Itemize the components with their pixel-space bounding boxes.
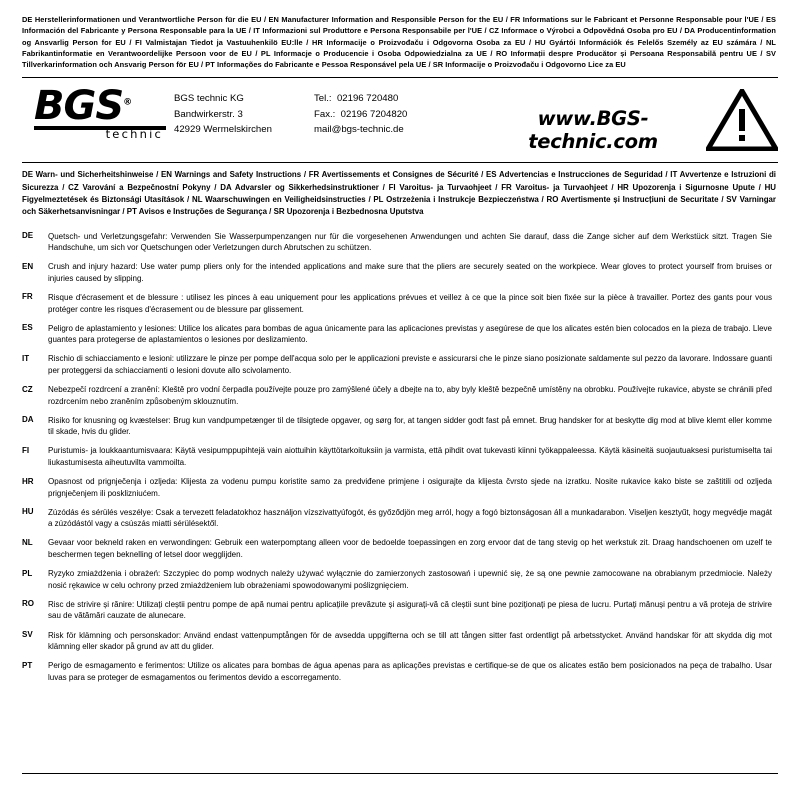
language-code: ES — [22, 323, 33, 333]
language-text: Nebezpečí rozdrcení a zranění: Kleště pro vodní čerpadla používejte pouze pro zamýšlené účely a dbejte na to, aby byly kleště bezpečně umístěny na obrobku. Používejte rukavice, abyste se chránili před rozdrcením nebo zraněním způsobeným sklouznutím. — [48, 385, 772, 406]
safety-titles-block: DE Warn- und Sicherheitshinweise / EN Warnings and Safety Instructions / FR Avertissements et Consignes de Sécurité / ES Advertencias e Instrucciones de Seguridad / IT Avvertenze e Istruzioni di Sicurezza / CZ Varování a Bezpečnostní Pokyny / DA Advarsler og Sikkerhedsinstruktioner / FI Varoitus- ja Turvaohjeet / FR Varoitus- ja Turvaohjeet / HR Upozorenja i Sigurnosne Upute / HU Figyelmeztetések és Biztonsági Utasítások / NL Waarschuwingen en Veiligheidsinstructies / PL Ostrzeżenia i Instrukcje Bezpieczeństwa / RO Avertismente și Instrucțiuni de Securitate / SV Varningar och Säkerhetsanvisningar / PT Avisos e Instruções de Segurança / SR Upozorenja i Bezbednosna Uputstva — [22, 170, 776, 217]
language-code: HR — [22, 476, 34, 486]
website-url: www.BGS-technic.com — [528, 107, 658, 154]
language-text: Risc de strivire și rănire: Utilizați cleștii pentru pompe de apă numai pentru aplicațiile prevăzute și asigurați-vă că cleștii sunt bine poziționați pe piesa de lucru. Purtați mănuși pentru a vă proteja de strivire sau de vătămări cauzate de alunecare. — [48, 599, 772, 621]
company-contact — [314, 87, 494, 138]
language-text: Puristumis- ja loukkaantumisvaara: Käytä vesipumppupihtejä vain aiottuihin käyttötarkoituksiin ja varmista, että pihdit ovat tukevasti kiinni työkappaleessa. Käytä käsineitä suojautuaksesi puristumiselta tai liukastumisesta aiheutuvilta vammoilta. — [48, 446, 772, 467]
fax-row — [314, 107, 494, 123]
company-address — [174, 87, 314, 138]
table-row — [22, 660, 778, 691]
logo-subtext: technic — [105, 127, 163, 142]
table-row — [22, 507, 778, 538]
safety-instructions-table — [22, 231, 778, 691]
table-row — [22, 599, 778, 630]
language-text: Risque d'écrasement et de blessure : utilisez les pinces à eau uniquement pour les applications prévues et veillez à ce que la pince soit bien fixée sur la pièce à travailler. Portez des gants pour vous protéger contre les risques d'écrasement ou de blessure par glissement. — [48, 292, 772, 314]
language-code: EN — [22, 261, 34, 271]
table-row — [22, 568, 778, 599]
language-code: PL — [22, 568, 33, 578]
website-container — [494, 87, 692, 153]
logo-wordmark — [34, 83, 166, 130]
language-text: Peligro de aplastamiento y lesiones: Utilice los alicates para bombas de agua únicamente para las aplicaciones previstas y asegúrese de que los alicates estén bien colocados en la pieza de trabajo. Lleve guantes para protegerse de aplastamientos o lesiones por deslizamiento. — [48, 323, 772, 345]
email-row — [314, 122, 494, 138]
language-text: Rischio di schiacciamento e lesioni: utilizzare le pinze per pompe dell'acqua solo per le applicazioni previste e assicurarsi che le pinze siano posizionate saldamente sul pezzo da lavorare. Indossare guanti per proteggersi da schiacciamenti o lesioni dovute allo scivolamento. — [48, 354, 772, 375]
brand-logo — [22, 83, 174, 142]
warning-symbol-container — [692, 87, 778, 151]
language-text: Gevaar voor bekneld raken en verwondingen: Gebruik een waterpomptang alleen voor de bedoelde toepassingen en zorg ervoor dat de tang stevig op het werkstuk zit. Draag handschoenen om uzelf te beschermen tegen beknelling of letsel door wegglijden. — [48, 538, 772, 560]
telephone-label: Tel.: — [314, 93, 332, 105]
table-row — [22, 292, 778, 323]
language-code: IT — [22, 353, 30, 363]
language-text: Crush and injury hazard: Use water pump pliers only for the intended applications and make sure that the pliers are securely seated on the workpiece. Wear gloves to protect yourself from bruises or injuries caused by slipping. — [48, 262, 772, 283]
company-name: BGS technic KG — [174, 93, 244, 105]
fax-label: Fax.: — [314, 108, 336, 120]
divider-bottom — [22, 773, 778, 774]
language-code: DA — [22, 415, 34, 425]
table-row — [22, 537, 778, 568]
language-text: Risk för klämning och personskador: Använd endast vattenpumptången för de avsedda uppgifterna och se till att tången sitter fast ordentligt på arbetsstycket. Använd handskar för att skydda dig mot klämning eller skador på grund av att du glider. — [48, 630, 772, 652]
language-text: Zúzódás és sérülés veszélye: Csak a tervezett feladatokhoz használjon vízszivattyúfogót, és győződjön meg arról, hogy a fogó biztonságosan áll a munkadarabon. Viseljen kesztyűt, hogy megvédje magát a zúzódástól vagy a csúszás miatti sérülésektől. — [48, 507, 772, 529]
company-header — [22, 78, 778, 155]
language-text: Risiko for knusning og kvæstelser: Brug kun vandpumpetænger til de tilsigtede opgaver, og sørg for, at tangen sidder godt fast på emnet. Brug handsker for at beskytte dig mod at blive klemt eller komme til skade, hvis du glider. — [48, 415, 772, 437]
logo-word-text: BGS — [34, 83, 124, 130]
language-code: CZ — [22, 384, 33, 394]
language-code: PT — [22, 660, 33, 670]
manufacturer-information-block: DE Herstellerinformationen und Verantwortliche Person für die EU / EN Manufacturer Information and Responsible Person for the EU / FR Informations sur le Fabricant et Personne Responsable pour l'UE / ES Información del Fabricante y Persona Responsable para la UE / IT Informazioni sul Produttore e Persona Responsabile per l'UE / CZ Informace o Výrobci a Odpovědná Osoba pro EU / DA Producentinformation og Ansvarlig Person for EU / FI Valmistajan Tiedot ja Vastuuhenkilö EU:lle / HR Informacije o Proizvođaču i Odgovorna Osoba za EU / HU Gyártói Információk és Felelős Személy az EU számára / NL Fabrikantinformatie en Verantwoordelijke Persoon voor de EU / PL Informacje o Producencie i Osoba Odpowiedzialna za UE / RO Informații despre Producător și Persoana Responsabilă pentru UE / SV Tillverkarinformation och Ansvarig Person för EU / PT Informações do Fabricante e Pessoa Responsável pela UE / SR Informacije o Proizvođaču i Odgovorno Lice za EU — [22, 15, 776, 69]
table-row — [22, 415, 778, 446]
language-code: FR — [22, 292, 33, 302]
language-text: Opasnost od prignječenja i ozljeda: Klijesta za vodenu pumpu koristite samo za predviđene primjene i osigurajte da klijesta čvrsto sjede na izratku. Nosite rukavice kako biste se zaštitili od ozljeda prignječenjem ili posklizniućem. — [48, 477, 772, 498]
table-row — [22, 445, 778, 476]
warning-triangle-icon — [706, 89, 778, 151]
table-row — [22, 261, 778, 292]
language-code: DE — [22, 231, 34, 241]
company-city: 42929 Wermelskirchen — [174, 124, 272, 136]
language-code: NL — [22, 537, 33, 547]
language-code: HU — [22, 507, 34, 517]
table-row — [22, 630, 778, 661]
language-text: Ryzyko zmiażdżenia i obrażeń: Szczypiec do pomp wodnych należy używać wyłącznie do zamierzonych zastosowań i upewnić się, że są one pewnie zamocowane na obrabianym przedmiocie. Należy nosić rękawice w celu ochrony przed zmiażdżeniem lub obrażeniami spowodowanymi poślizgnięciem. — [48, 569, 772, 590]
language-code: RO — [22, 599, 34, 609]
fax-number: 02196 7204820 — [340, 108, 408, 120]
table-row — [22, 384, 778, 415]
language-code: FI — [22, 445, 30, 455]
telephone-row — [314, 91, 494, 107]
language-code: SV — [22, 630, 33, 639]
table-row — [22, 323, 778, 354]
company-street: Bandwirkerstr. 3 — [174, 108, 243, 120]
language-text: Quetsch- und Verletzungsgefahr: Verwenden Sie Wasserpumpenzangen nur für die vorgesehenen Anwendungen und achten Sie darauf, dass die Zange sicher auf dem Werkstück sitzt. Tragen Sie Handschuhe, um sich vor Quetschungen oder Verletzungen durch Abrutschen zu schützen. — [48, 231, 772, 253]
registered-trademark-icon: ® — [123, 97, 132, 108]
email-address: mail@bgs-technic.de — [314, 124, 404, 136]
language-text: Perigo de esmagamento e ferimentos: Utilize os alicates para bombas de água apenas para as aplicações previstas e certifique-se de que os alicates estão bem posicionados na peça de trabalho. Usar luvas para se proteger de esmagamentos ou ferimentos devido a escorregamento. — [48, 661, 772, 682]
telephone-number: 02196 720480 — [336, 93, 399, 105]
table-row — [22, 231, 778, 262]
table-row — [22, 353, 778, 384]
table-row — [22, 476, 778, 507]
